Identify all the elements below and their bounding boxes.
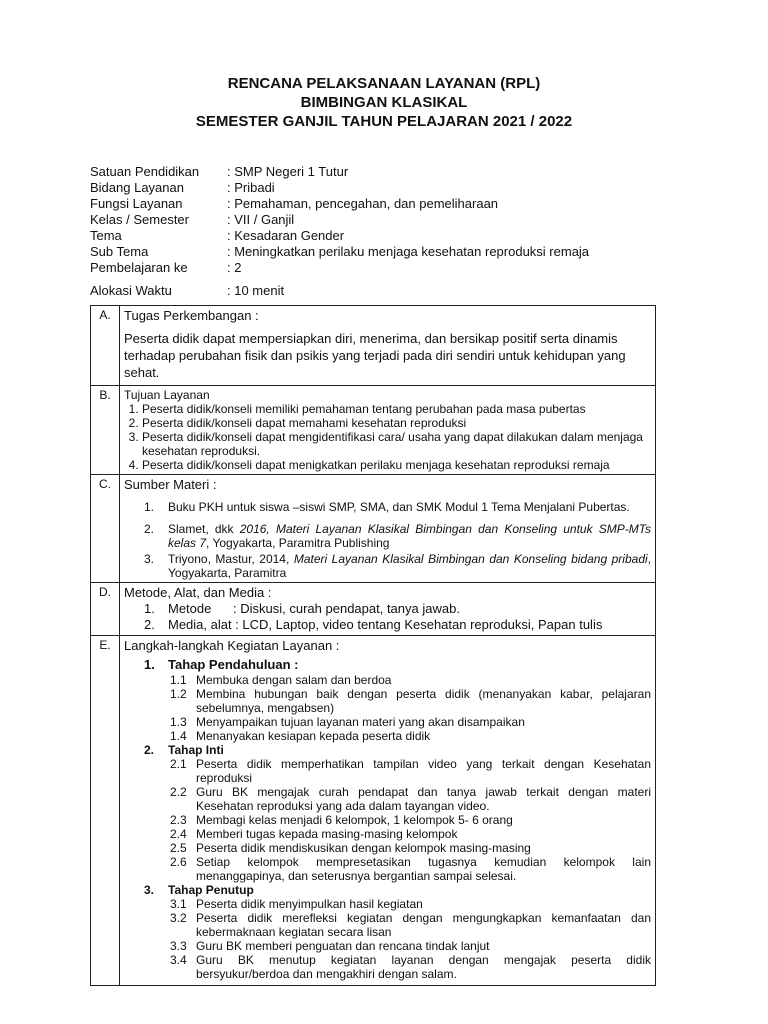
source-item-2	[124, 522, 651, 550]
step-number: 1.3	[170, 715, 187, 729]
item-number: 2.	[144, 522, 155, 536]
phase-1-title	[124, 657, 651, 673]
item-number: 1.	[144, 500, 155, 514]
phase-3-title	[124, 883, 651, 897]
info-label: Alokasi Waktu	[90, 283, 172, 298]
step-item	[124, 897, 651, 911]
info-value: : VII / Ganjil	[227, 212, 295, 227]
info-label: Kelas / Semester	[90, 212, 189, 227]
phase-title: Tahap Pendahuluan :	[168, 657, 299, 672]
info-value: : Pemahaman, pencegahan, dan pemeliharaan	[227, 196, 499, 211]
document-title	[0, 74, 768, 131]
section-d-content	[120, 583, 656, 636]
section-e-row	[91, 636, 656, 986]
info-value: : 10 menit	[227, 283, 285, 298]
section-c-content	[120, 475, 656, 583]
method-item	[124, 601, 651, 617]
info-label: Bidang Layanan	[90, 180, 184, 195]
item-number: 3.	[144, 552, 155, 566]
phase-title: Tahap Penutup	[168, 883, 254, 897]
step-item	[124, 785, 651, 813]
source-item-1	[124, 500, 651, 514]
source-publisher: , Yogyakarta, Paramitra	[168, 552, 651, 580]
step-text: Peserta didik merefleksi kegiatan dengan mengungkapkan kemanfaatan dan kebermaknaan kegiatan secara lisan	[196, 911, 651, 939]
item-text: Buku PKH untuk siswa –siswi SMP, SMA, dan SMK Modul 1 Tema Menjalani Pubertas.	[168, 500, 630, 514]
rpl-table	[90, 305, 656, 986]
section-heading: Langkah-langkah Kegiatan Layanan :	[124, 638, 340, 653]
title-line-3: SEMESTER GANJIL TAHUN PELAJARAN 2021 / 2022	[195, 113, 573, 130]
info-label: Pembelajaran ke	[90, 260, 188, 275]
item-number: 2.	[144, 617, 155, 632]
section-a-row	[91, 306, 656, 386]
section-b-row	[91, 386, 656, 475]
section-a-content	[120, 306, 656, 386]
section-c-row	[91, 475, 656, 583]
info-value: : Meningkatkan perilaku menjaga kesehatan reproduksi remaja	[227, 244, 590, 259]
step-item	[124, 715, 651, 729]
step-item	[124, 911, 651, 939]
info-value: : Pribadi	[227, 180, 275, 195]
phase-number: 3.	[144, 883, 155, 897]
source-publisher: , Yogyakarta, Paramitra Publishing	[206, 536, 390, 550]
step-number: 3.4	[170, 953, 187, 967]
step-number: 2.4	[170, 827, 187, 841]
info-label: Tema	[90, 228, 122, 243]
phase-number: 1.	[144, 657, 155, 672]
step-number: 2.2	[170, 785, 187, 799]
phase-2-title	[124, 743, 651, 757]
list-item: 2. Peserta didik/konseli dapat memahami kesehatan reproduksi	[142, 416, 651, 430]
step-item	[124, 729, 651, 743]
source-author: Triyono, Mastur, 2014,	[168, 552, 294, 566]
section-heading: Tujuan Layanan	[124, 388, 210, 402]
section-letter: D.	[91, 583, 120, 636]
step-item	[124, 813, 651, 827]
step-text: Guru BK menutup kegiatan layanan dengan mengajak peserta didik bersyukur/berdoa dan mengakhiri dengan salam.	[196, 953, 651, 981]
step-number: 1.4	[170, 729, 187, 743]
step-text: Membagi kelas menjadi 6 kelompok, 1 kelompok 5- 6 orang	[196, 813, 513, 827]
step-item	[124, 939, 651, 953]
step-text: Menyampaikan tujuan layanan materi yang akan disampaikan	[196, 715, 525, 729]
title-line-1: RENCANA PELAKSANAAN LAYANAN (RPL)	[227, 75, 541, 92]
development-task-text: Peserta didik dapat mempersiapkan diri, menerima, dan bersikap positif serta dinamis terhadap perubahan fisik dan psikis yang terjadi pada diri sendiri untuk kehidupan yang sehat.	[124, 331, 626, 380]
step-text: Peserta didik menyimpulkan hasil kegiatan	[196, 897, 423, 911]
step-item	[124, 757, 651, 785]
step-text: Menanyakan kesiapan kepada peserta didik	[196, 729, 431, 743]
step-text: Peserta didik memperhatikan tampilan video yang terkait dengan Kesehatan reproduksi	[196, 757, 651, 785]
section-heading: Metode, Alat, dan Media :	[124, 585, 272, 600]
step-text: Membina hubungan baik dengan peserta didik (menanyakan kabar, pelajaran sebelumnya, mengabsen)	[196, 687, 651, 715]
section-e-content	[120, 636, 656, 986]
step-number: 2.1	[170, 757, 187, 771]
step-item	[124, 855, 651, 883]
source-title: 2016, Materi Layanan Klasikal Bimbingan dan Konseling untuk SMP-MTs kelas 7	[168, 522, 651, 550]
source-title: Materi Layanan Klasikal Bimbingan dan Konseling bidang pribadi	[293, 552, 648, 566]
section-heading: Sumber Materi :	[124, 477, 217, 492]
step-text: Peserta didik mendiskusikan dengan kelompok masing-masing	[196, 841, 531, 855]
section-letter: C.	[91, 475, 120, 583]
step-number: 3.2	[170, 911, 187, 925]
info-value: : 2	[227, 260, 242, 275]
step-text: Guru BK mengajak curah pendapat dan tanya jawab terkait dengan materi Kesehatan reproduksi yang ada dalam tayangan video.	[196, 785, 651, 813]
step-item	[124, 827, 651, 841]
phase-number: 2.	[144, 743, 155, 757]
section-b-content	[120, 386, 656, 475]
step-number: 2.5	[170, 841, 187, 855]
step-number: 1.2	[170, 687, 187, 701]
info-value: : Kesadaran Gender	[227, 228, 345, 243]
info-label: Satuan Pendidikan	[90, 164, 200, 179]
media-item	[124, 617, 651, 633]
source-item-3	[124, 552, 651, 580]
list-item: 3. Peserta didik/konseli dapat mengidentifikasi cara/ usaha yang dapat dilakukan dalam menjaga kesehatan reproduksi.	[142, 430, 651, 458]
item-text: Media, alat : LCD, Laptop, video tentang Kesehatan reproduksi, Papan tulis	[168, 617, 603, 632]
step-text: Guru BK memberi penguatan dan rencana tindak lanjut	[196, 939, 490, 953]
list-item: 4. Peserta didik/konseli dapat menigkatkan perilaku menjaga kesehatan reproduksi remaja	[142, 458, 651, 472]
section-heading: Tugas Perkembangan :	[124, 308, 259, 323]
info-label: Sub Tema	[90, 244, 149, 259]
step-text: Membuka dengan salam dan berdoa	[196, 673, 392, 687]
step-item	[124, 673, 651, 687]
item-text	[168, 552, 651, 580]
objective-list	[124, 402, 651, 472]
step-item	[124, 687, 651, 715]
step-number: 2.6	[170, 855, 187, 869]
step-item	[124, 953, 651, 981]
section-letter: A.	[91, 306, 120, 386]
step-number: 1.1	[170, 673, 187, 687]
info-value: : SMP Negeri 1 Tutur	[227, 164, 349, 179]
item-number: 1.	[144, 601, 155, 616]
step-item	[124, 841, 651, 855]
step-number: 2.3	[170, 813, 187, 827]
phase-title: Tahap Inti	[168, 743, 224, 757]
step-text: Setiap kelompok mempresetasikan tugasnya kemudian kelompok lain menanggapinya, dan seterusnya bergantian sampai selesai.	[196, 855, 651, 883]
step-number: 3.1	[170, 897, 187, 911]
section-letter: E.	[91, 636, 120, 986]
item-text	[168, 522, 651, 550]
info-label: Fungsi Layanan	[90, 196, 183, 211]
section-d-row	[91, 583, 656, 636]
step-text: Memberi tugas kepada masing-masing kelompok	[196, 827, 458, 841]
list-item: 1. Peserta didik/konseli memiliki pemahaman tentang perubahan pada masa pubertas	[142, 402, 651, 416]
title-line-2: BIMBINGAN KLASIKAL	[300, 94, 468, 111]
step-number: 3.3	[170, 939, 187, 953]
section-letter: B.	[91, 386, 120, 475]
source-author: Slamet, dkk	[168, 522, 240, 536]
item-text: Metode : Diskusi, curah pendapat, tanya jawab.	[168, 601, 460, 616]
